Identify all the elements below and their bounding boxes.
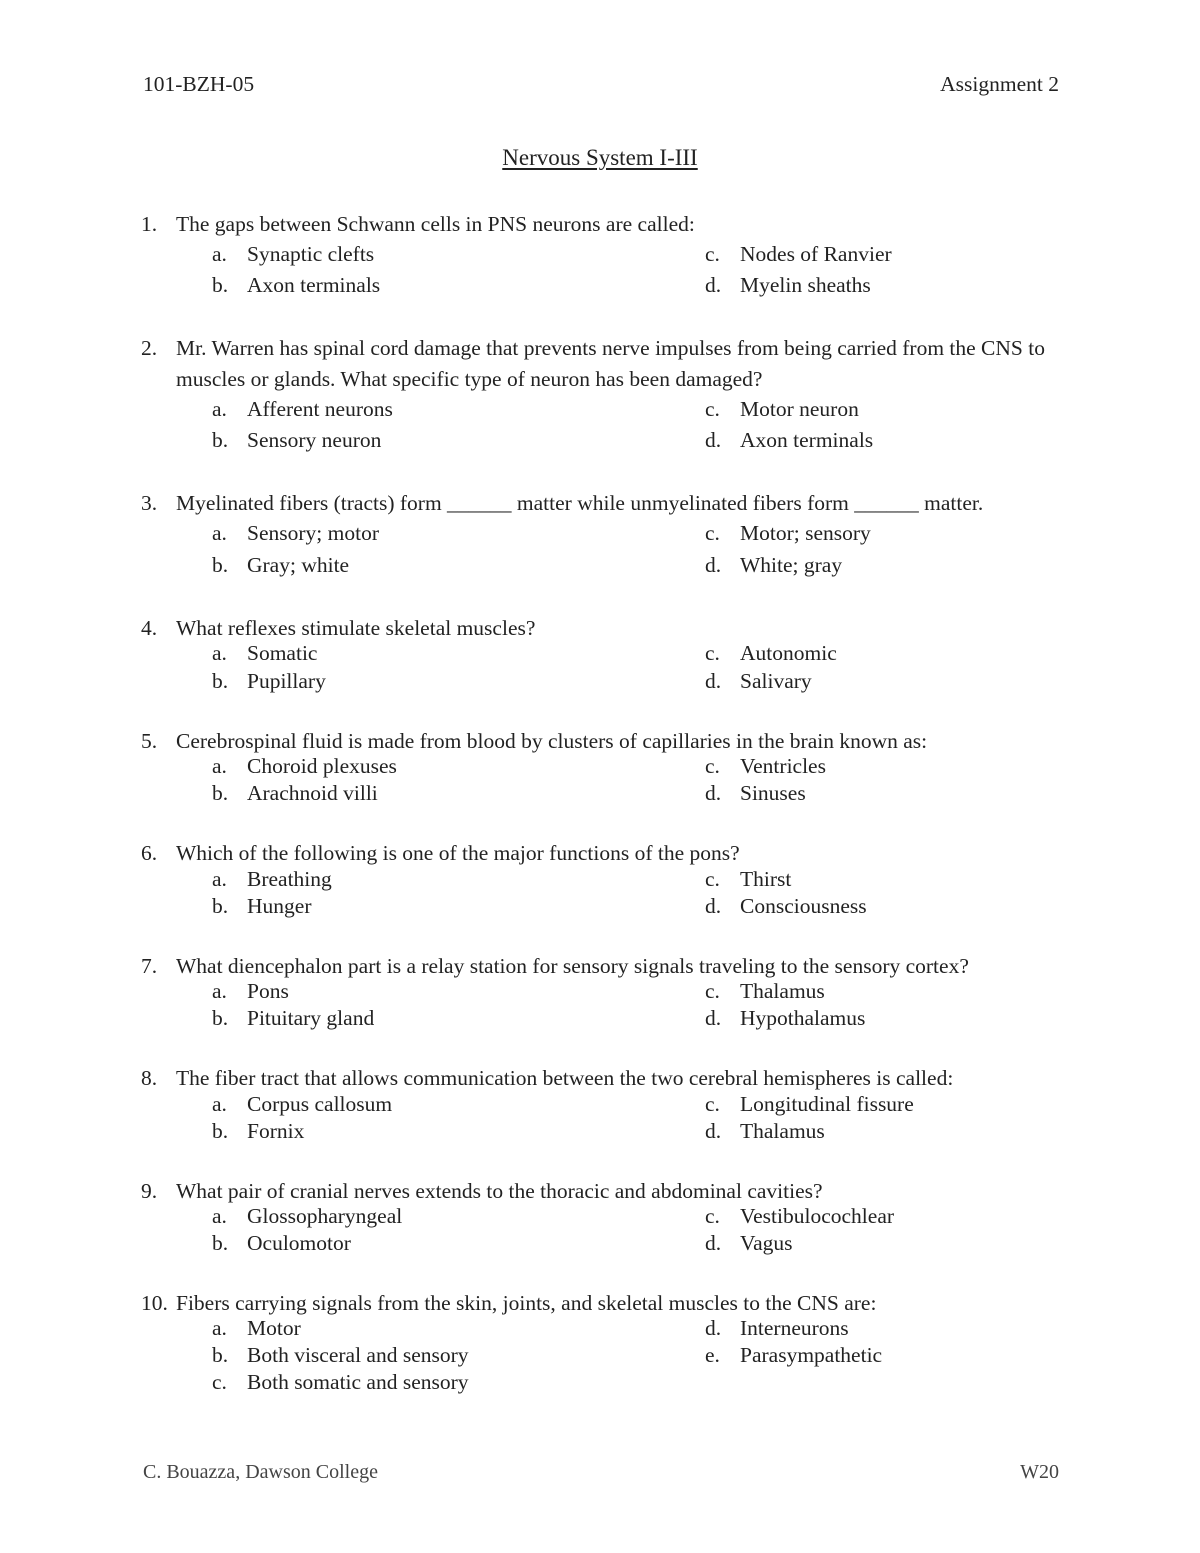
option-text: Nodes of Ranvier: [740, 242, 892, 266]
question-number: 10.: [141, 1291, 168, 1315]
option-text: Corpus callosum: [247, 1092, 393, 1116]
footer-author: C. Bouazza, Dawson College: [143, 1461, 378, 1483]
option-text: White; gray: [740, 553, 843, 577]
option-text: Both visceral and sensory: [247, 1343, 469, 1367]
option-text: Synaptic clefts: [247, 242, 375, 266]
option-letter: d.: [705, 273, 722, 297]
option-text: Hunger: [247, 894, 312, 918]
question-stem: [141, 1288, 1061, 1319]
option-text: Sinuses: [740, 781, 806, 805]
option-letter: c.: [212, 1370, 227, 1394]
option-letter: b.: [212, 428, 229, 452]
option-letter: a.: [212, 979, 227, 1003]
option-text: Fornix: [247, 1119, 305, 1143]
option-letter: b.: [212, 553, 229, 577]
question-number: 3.: [141, 491, 158, 515]
option-text: Interneurons: [740, 1316, 849, 1340]
option-text: Glossopharyngeal: [247, 1204, 403, 1228]
option-letter: d.: [705, 1119, 722, 1143]
question-number: 1.: [141, 212, 158, 236]
option-letter: a.: [212, 1316, 227, 1340]
option-text: Longitudinal fissure: [740, 1092, 914, 1116]
option-text: Choroid plexuses: [247, 754, 397, 778]
question-stem: [141, 726, 1061, 757]
option-letter: d.: [705, 669, 722, 693]
option-text: Ventricles: [740, 754, 826, 778]
option-letter: c.: [705, 242, 720, 266]
option-text: Sensory; motor: [247, 521, 379, 545]
question-text: What diencephalon part is a relay station for sensory signals traveling to the sensory cortex?: [176, 954, 969, 978]
question-stem: [141, 951, 1061, 982]
option-letter: a.: [212, 1092, 227, 1116]
option-text: Myelin sheaths: [740, 273, 871, 297]
option-text: Consciousness: [740, 894, 867, 918]
question-number: 6.: [141, 841, 158, 865]
question-number: 4.: [141, 616, 158, 640]
question-text: The gaps between Schwann cells in PNS neurons are called:: [176, 212, 695, 236]
option-letter: d.: [705, 553, 722, 577]
option-text: Autonomic: [740, 641, 837, 665]
option-text: Breathing: [247, 867, 332, 891]
option-letter: c.: [705, 867, 720, 891]
option-letter: b.: [212, 669, 229, 693]
question-text: Which of the following is one of the major functions of the pons?: [176, 841, 740, 865]
option-text: Afferent neurons: [247, 397, 393, 421]
question-text: Mr. Warren has spinal cord damage that prevents nerve impulses from being carried from the CNS to muscles or glands. What specific type of neuron has been damaged?: [176, 336, 1045, 391]
option-text: Motor neuron: [740, 397, 859, 421]
question-text: Cerebrospinal fluid is made from blood by clusters of capillaries in the brain known as:: [176, 729, 928, 753]
option-text: Thalamus: [740, 1119, 825, 1143]
option-text: Axon terminals: [247, 273, 381, 297]
option-letter: e.: [705, 1343, 720, 1367]
option-text: Vagus: [740, 1231, 793, 1255]
footer-term: W20: [1020, 1461, 1059, 1483]
option-letter: d.: [705, 1316, 722, 1340]
option-text: Both somatic and sensory: [247, 1370, 469, 1394]
question-text: The fiber tract that allows communication between the two cerebral hemispheres is called:: [176, 1066, 954, 1090]
option-letter: c.: [705, 641, 720, 665]
question-stem: [141, 1063, 1061, 1094]
page-header: [143, 72, 1059, 100]
option-text: Pupillary: [247, 669, 326, 693]
option-letter: b.: [212, 1343, 229, 1367]
option-text: Thirst: [740, 867, 792, 891]
question-stem: [141, 613, 1061, 644]
option-letter: b.: [212, 1231, 229, 1255]
option-letter: b.: [212, 1119, 229, 1143]
option-letter: b.: [212, 1006, 229, 1030]
option-letter: d.: [705, 428, 722, 452]
option-letter: d.: [705, 1006, 722, 1030]
option-letter: a.: [212, 397, 227, 421]
question-text: Fibers carrying signals from the skin, joints, and skeletal muscles to the CNS are:: [176, 1291, 877, 1315]
course-code: 101-BZH-05: [143, 72, 255, 96]
question-text: Myelinated fibers (tracts) form ______ matter while unmyelinated fibers form ______ matter.: [176, 491, 984, 515]
option-letter: c.: [705, 397, 720, 421]
option-letter: b.: [212, 273, 229, 297]
option-letter: c.: [705, 521, 720, 545]
question-text: What pair of cranial nerves extends to the thoracic and abdominal cavities?: [176, 1179, 823, 1203]
page-footer: [143, 1461, 1059, 1489]
option-letter: d.: [705, 894, 722, 918]
option-letter: c.: [705, 1092, 720, 1116]
option-letter: c.: [705, 754, 720, 778]
question-number: 7.: [141, 954, 158, 978]
option-text: Hypothalamus: [740, 1006, 866, 1030]
assignment-label: Assignment 2: [940, 72, 1059, 96]
option-letter: a.: [212, 242, 227, 266]
question-stem: [141, 838, 1061, 869]
question-stem: [141, 333, 1061, 395]
option-text: Oculomotor: [247, 1231, 351, 1255]
question-stem: [141, 1176, 1061, 1207]
option-text: Arachnoid villi: [247, 781, 378, 805]
option-text: Parasympathetic: [740, 1343, 883, 1367]
option-text: Thalamus: [740, 979, 825, 1003]
page-title: Nervous System I-III: [502, 145, 698, 170]
option-letter: b.: [212, 781, 229, 805]
option-text: Motor: [247, 1316, 301, 1340]
option-text: Motor; sensory: [740, 521, 871, 545]
question-number: 9.: [141, 1179, 158, 1203]
option-text: Somatic: [247, 641, 318, 665]
option-text: Vestibulocochlear: [740, 1204, 895, 1228]
option-text: Axon terminals: [740, 428, 874, 452]
question-number: 5.: [141, 729, 158, 753]
option-letter: d.: [705, 1231, 722, 1255]
option-letter: c.: [705, 1204, 720, 1228]
option-letter: d.: [705, 781, 722, 805]
question-text: What reflexes stimulate skeletal muscles?: [176, 616, 536, 640]
option-text: Pituitary gland: [247, 1006, 375, 1030]
option-letter: a.: [212, 867, 227, 891]
question-stem: [141, 488, 1061, 519]
option-text: Pons: [247, 979, 289, 1003]
option-letter: a.: [212, 521, 227, 545]
option-letter: b.: [212, 894, 229, 918]
option-text: Gray; white: [247, 553, 350, 577]
option-text: Sensory neuron: [247, 428, 382, 452]
question-number: 8.: [141, 1066, 158, 1090]
option-letter: c.: [705, 979, 720, 1003]
question-stem: [141, 209, 1061, 240]
option-text: Salivary: [740, 669, 812, 693]
question-number: 2.: [141, 336, 158, 360]
option-letter: a.: [212, 1204, 227, 1228]
option-letter: a.: [212, 754, 227, 778]
option-letter: a.: [212, 641, 227, 665]
